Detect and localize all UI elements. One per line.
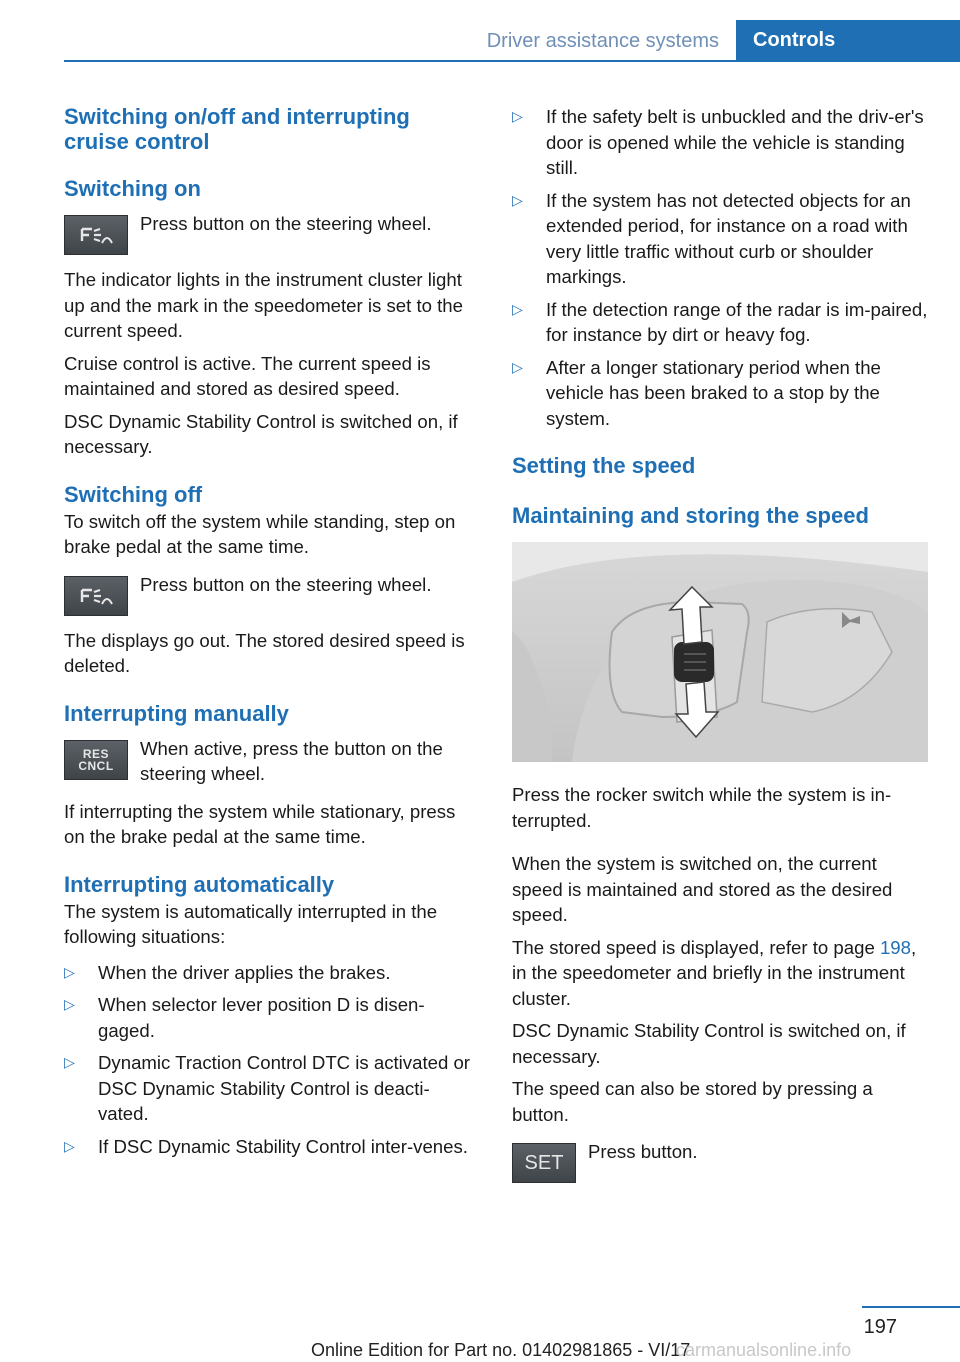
paragraph: The indicator lights in the instrument cluster light up and the mark in the speedometer is set to the current speed. bbox=[64, 269, 463, 341]
res-label: RES bbox=[82, 746, 110, 761]
list-item: ▷ If the system has not detected objects for an extended period, for instance on a road with very little traffic without curb or shoulder markings. bbox=[512, 189, 911, 287]
paragraph: The speed can also be stored by pressing a button. bbox=[512, 1078, 873, 1125]
list-item: ▷ If DSC Dynamic Stability Control inter-venes. bbox=[64, 1134, 480, 1160]
paragraph: The stored speed is displayed, refer to page 198, in the speedometer and briefly in the instrument cluster. bbox=[512, 936, 917, 1009]
paragraph: DSC Dynamic Stability Control is switched on, if necessary. bbox=[64, 410, 458, 457]
header-chapter-tab: Controls bbox=[736, 20, 960, 60]
bullet-triangle-icon: ▷ bbox=[512, 108, 523, 124]
paragraph: Cruise control is active. The current speed is maintained and stored as desired speed. bbox=[64, 352, 431, 399]
section-title: Switching on/off and interrupting cruise control bbox=[64, 104, 410, 154]
watermark: carmanualsonline.info bbox=[676, 1340, 852, 1360]
interrupting-manually-heading: Interrupting manually bbox=[64, 700, 289, 726]
auto-interrupt-list bbox=[64, 960, 480, 1160]
auto-interrupt-list-continued bbox=[512, 104, 928, 431]
interrupting-automatically-heading: Interrupting automatically bbox=[64, 871, 335, 897]
maintaining-speed-heading: Maintaining and storing the speed bbox=[512, 503, 869, 528]
switch-off-instruction bbox=[64, 572, 480, 616]
res-cncl-button-icon bbox=[64, 740, 128, 780]
set-button-instruction bbox=[512, 1139, 928, 1183]
left-column bbox=[64, 104, 480, 1167]
cruise-control-button-icon bbox=[64, 576, 128, 616]
list-item: ▷ Dynamic Traction Control DTC is activated or DSC Dynamic Stability Control is deacti-vated. bbox=[64, 1052, 470, 1124]
switch-off-text: Press button on the steering wheel. bbox=[140, 573, 432, 595]
switching-on-heading: Switching on bbox=[64, 176, 201, 201]
paragraph: The system is automatically interrupted in the following situations: bbox=[64, 900, 438, 947]
paragraph: Press the rocker switch while the system is in-terrupted. bbox=[512, 784, 892, 831]
right-column bbox=[512, 104, 928, 1195]
bullet-triangle-icon: ▷ bbox=[64, 996, 75, 1012]
bullet-triangle-icon: ▷ bbox=[512, 191, 523, 208]
list-item: ▷ If the safety belt is unbuckled and the driv-er's door is opened while the vehicle is standing still. bbox=[512, 106, 924, 178]
cruise-control-button-icon bbox=[64, 215, 128, 255]
set-button-text: Press button. bbox=[588, 1141, 698, 1162]
set-label: SET bbox=[524, 1152, 564, 1174]
bullet-triangle-icon: ▷ bbox=[512, 358, 523, 375]
bullet-triangle-icon: ▷ bbox=[64, 1054, 75, 1070]
paragraph: When the system is switched on, the current speed is maintained and stored as the desired speed. bbox=[512, 853, 893, 925]
paragraph: If interrupting the system while stationary, press on the brake pedal at the same time. bbox=[64, 800, 456, 847]
edition-text: Online Edition for Part no. 01402981865 - VI/17 bbox=[311, 1340, 691, 1360]
switch-on-text: Press button on the steering wheel. bbox=[140, 213, 432, 234]
header-section-title: Driver assistance systems bbox=[486, 30, 719, 52]
bullet-triangle-icon: ▷ bbox=[512, 300, 523, 317]
page-reference-link[interactable]: 198 bbox=[879, 936, 911, 958]
list-item: ▷ After a longer stationary period when the vehicle has been braked to a stop by the system. bbox=[512, 356, 881, 429]
bullet-triangle-icon: ▷ bbox=[64, 963, 75, 980]
paragraph: The displays go out. The stored desired speed is deleted. bbox=[64, 629, 465, 676]
list-item: ▷ If the detection range of the radar is im-paired, for instance by dirt or heavy fog. bbox=[512, 298, 928, 345]
paragraph: To switch off the system while standing, step on brake pedal at the same time. bbox=[64, 510, 456, 557]
page-header bbox=[64, 0, 960, 62]
page-number: 197 bbox=[863, 1316, 897, 1338]
setting-speed-heading: Setting the speed bbox=[512, 453, 696, 478]
list-item: ▷ When selector lever position D is disen-gaged. bbox=[64, 994, 425, 1041]
list-item: ▷ When the driver applies the brakes. bbox=[64, 960, 480, 986]
interrupt-manual-instruction bbox=[64, 736, 480, 787]
steering-wheel-rocker-switch-image bbox=[512, 542, 928, 762]
switching-off-heading: Switching off bbox=[64, 481, 203, 507]
interrupt-manual-text: When active, press the button on the steering wheel. bbox=[140, 737, 443, 784]
footer-rule bbox=[862, 1306, 960, 1308]
paragraph: DSC Dynamic Stability Control is switched on, if necessary. bbox=[512, 1020, 906, 1067]
set-button-icon bbox=[512, 1143, 576, 1183]
cncl-label: CNCL bbox=[78, 758, 114, 773]
bullet-triangle-icon: ▷ bbox=[64, 1137, 75, 1154]
switch-on-instruction bbox=[64, 211, 480, 255]
